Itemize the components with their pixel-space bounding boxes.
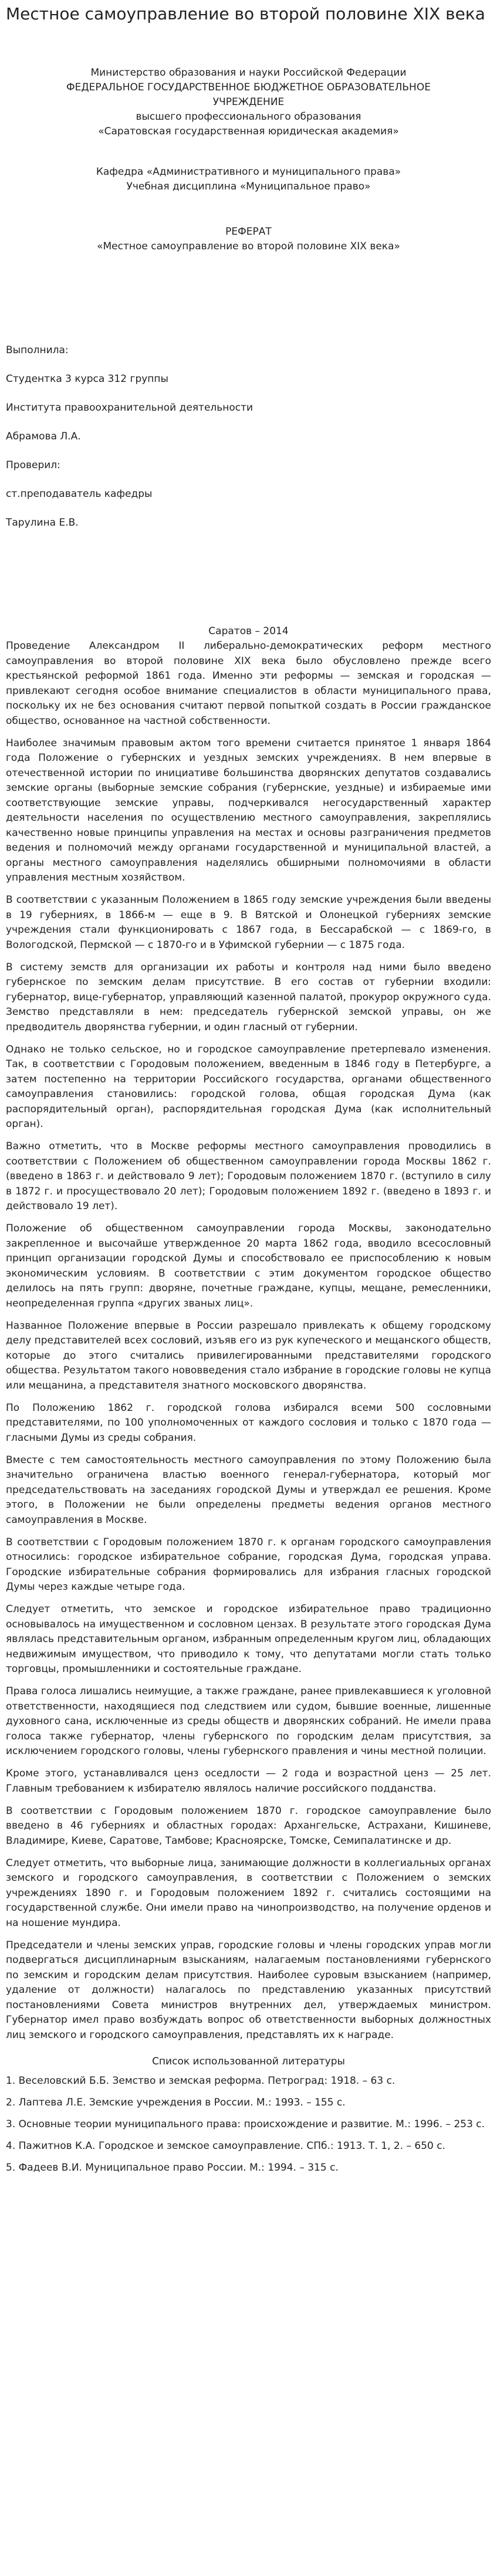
title-page-header <box>0 25 497 139</box>
paragraph: Права голоса лишались неимущие, а также граждане, ранее привлекавшиеся к уголовной ответственности, находящиеся под следствием или судом, бывшие военные, лишенные духовного сана, исключенные из среды обществ и дворянских собраний. Не имели права голоса также губернатор, члены губернского по городским делам присутствия, за исключением городского головы, члены губернского правления и чины местной полиции. <box>6 1685 491 1757</box>
education-line: высшего профессионального образования <box>136 111 361 123</box>
report-topic: «Местное самоуправление во второй половине XIX века» <box>97 241 400 252</box>
paragraph: Наиболее значимым правовым актом того времени считается принятое 1 января 1864 года Положение о губернских и уездных земских учреждениях. В нем впервые в отечественной истории по инициативе большинства дворянских депутатов создавались земские органы (выборные земские собрания (губернские, уездные) и избираемые ими соответствующие земские управы, подчеркивался негосударственный характер деятельности населения по осуществлению местного самоуправления, закреплялись качественно новые принципы управления на местах и основы разграничения предметов ведения и полномочий между органами государственной и муниципальной властей, а органы местного самоуправления наделялись обширными полномочиями в области управления местным хозяйством. <box>6 737 491 884</box>
institute-line: Института правоохранительной деятельности <box>6 402 253 414</box>
institution-line-2: УЧРЕЖДЕНИЕ <box>212 96 285 108</box>
literature-title: Список использованной литературы <box>152 2056 345 2067</box>
performer-label: Выполнила: <box>6 344 69 356</box>
discipline-line: Учебная дисциплина «Муниципальное право» <box>126 181 371 192</box>
department-block <box>0 165 497 194</box>
paragraph: Однако не только сельское, но и городское самоуправление претерпевало изменения. Так, в соответствии с Городовым положением, введенным в 1846 году в Петербурге, а затем постепенно на территории Российского государства, органами общественного самоуправления становились: городской голова, общая городская Дума (как распорядительный орган), распорядительная городская Дума (как исполнительный орган). <box>6 1043 491 1130</box>
literature-item: 3. Основные теории муниципального права: происхождение и развитие. М.: 1996. – 253 с. <box>6 2118 485 2130</box>
academy-line: «Саратовская государственная юридическая академия» <box>98 126 399 137</box>
paragraph: В систему земств для организации их работы и контроля над ними было введено губернское по земским делам присутствие. В его состав от губернии входили: губернатор, вице-губернатор, управляющий казенной палатой, прокурор окружного суда. Земство представляли в нем: председатель губернской земской управы, он же предводитель дворянства губернии, и один гласный от губернии. <box>6 961 491 1033</box>
checker-name: Тарулина Е.В. <box>6 517 79 529</box>
literature-item: 1. Веселовский Б.Б. Земство и земская реформа. Петроград: 1918. – 63 с. <box>6 2075 395 2087</box>
literature-list <box>0 2074 497 2175</box>
department-line: Кафедра «Административного и муниципального права» <box>96 166 401 178</box>
paragraph: Названное Положение впервые в России разрешало привлекать к общему городскому делу представителей всех сословий, изъяв его из рук купеческого и мещанского обществ, которые до этого считались привилегированными представителями городского общества. Результатом такого нововведения стало избрание в городские головы не купца или мещанина, а представителя знатного московского дворянства. <box>6 1319 491 1392</box>
paragraph: В соответствии с Городовым положением 1870 г. к органам городского самоуправления относились: городское избирательное собрание, городская Дума, городская управа. Городские избирательные собрания формировались для избрания гласных городской Думы через каждые четыре года. <box>6 1536 491 1593</box>
student-name: Абрамова Л.А. <box>6 431 81 442</box>
literature-item: 5. Фадеев В.И. Муниципальное право России. М.: 1994. – 315 с. <box>6 2162 339 2174</box>
report-label: РЕФЕРАТ <box>225 226 272 238</box>
paragraph: Следует отметить, что выборные лица, занимающие должности в коллегиальных органах земского и городского самоуправления, в соответствии с Положением о земских учреждениях 1890 г. и Городовым положением 1892 г. считались состоящими на государственной службе. Они имели право на чинопроизводство, на получение орденов и на ношение мундира. <box>6 1857 491 1929</box>
page-title: Местное самоуправление во второй половине XIX века <box>6 4 485 23</box>
performer-block <box>0 343 497 530</box>
paragraph: По Положению 1862 г. городской голова избирался всеми 500 сословными представителями, по 100 уполномоченных от каждого сословия и только с 1870 года — гласными Думы из среды собрания. <box>6 1402 491 1444</box>
city-year: Саратов – 2014 <box>208 625 289 637</box>
paragraph: Положение об общественном самоуправлении города Москвы, законодательно закрепленное и высочайше утвержденное 20 марта 1862 года, вводило всесословный принцип организации городской Думы и способствовало ее приспособлению к новым экономическим условиям. В соответствии с этим документом городское общество делилось на пять групп: дворяне, почетные граждане, купцы, мещане, ремесленники, неопределенная группа «других званых лиц». <box>6 1223 491 1309</box>
ministry-line: Министерство образования и науки Российской Федерации <box>90 67 407 79</box>
report-block <box>0 225 497 254</box>
checker-position: ст.преподаватель кафедры <box>6 488 153 500</box>
institution-line: ФЕДЕРАЛЬНОЕ ГОСУДАРСТВЕННОЕ БЮДЖЕТНОЕ ОБРАЗОВАТЕЛЬНОЕ <box>66 82 431 93</box>
paragraph: Кроме этого, устанавливался ценз оседлости — 2 года и возрастной ценз — 25 лет. Главным требованием к избирателю являлось наличие российского подданства. <box>6 1768 491 1795</box>
literature-item: 4. Пажитнов К.А. Городское и земское самоуправление. СПб.: 1913. Т. 1, 2. – 650 с. <box>6 2140 446 2152</box>
paragraph: Важно отметить, что в Москве реформы местного самоуправления проводились в соответствии с Положением об общественном самоуправлении города Москвы 1862 г. (введено в 1863 г. и действовало 9 лет); Городовым положением 1870 г. (вступило в силу в 1872 г. и просуществовало 20 лет); Городовым положением 1892 г. (введено в 1893 г. и действовало 19 лет). <box>6 1140 491 1212</box>
student-line: Студентка 3 курса 312 группы <box>6 373 168 385</box>
main-text <box>0 639 497 2043</box>
checked-label: Проверил: <box>6 459 60 471</box>
paragraph: Проведение Александром II либерально-демократических реформ местного самоуправления во второй половине XIX века было обусловлено прежде всего крестьянской реформой 1861 года. Именно эти реформы — земская и городская — привлекают сегодня особое внимание специалистов в области муниципального права, поскольку их не без основания считают первой попыткой создать в России гражданское общество, основанное на частной собственности. <box>6 640 491 727</box>
paragraph: Вместе с тем самостоятельность местного самоуправления по этому Положению была значительно ограничена властью военного генерал-губернатора, который мог председательствовать на заседаниях городской Думы и утверждал ее решения. Кроме этого, в Положении не были определены предметы ведения органов местного самоуправления в Москве. <box>6 1454 491 1526</box>
paragraph: Следует отметить, что земское и городское избирательное право традиционно основывалось на имущественном и сословном цензах. В результате этого городская Дума являлась представительным органом, избранным определенным кругом лиц, обладающих недвижимым имуществом, что приводило к тому, что депутатами могли стать только торговцы, промышленники и состоятельные граждане. <box>6 1603 491 1675</box>
literature-item: 2. Лаптева Л.Е. Земские учреждения в России. М.: 1993. – 155 с. <box>6 2097 346 2108</box>
paragraph: В соответствии с указанным Положением в 1865 году земские учреждения были введены в 19 губерниях, в 1866-м — еще в 9. В Вятской и Олонецкой губерниях земские учреждения стали функционировать с 1867 года, в Бессарабской — с 1869-го, в Вологодской, Пермской — с 1870-го и в Уфимской губернии — с 1875 года. <box>6 894 491 951</box>
paragraph: В соответствии с Городовым положением 1870 г. городское самоуправление было введено в 46 губерниях и областных городах: Архангельске, Астрахани, Кишиневе, Владимире, Киеве, Саратове, Тамбове; Красноярске, Томске, Семипалатинске и др. <box>6 1805 491 1847</box>
paragraph: Председатели и члены земских управ, городские головы и члены городских управ могли подвергаться дисциплинарным взысканиям, налагаемым постановлениями губернского по земским и городским делам присутствия. Наиболее суровым взысканием (например, удаление от должности) налагалось по представлению указанных присутствий постановлениями Совета министров внутренних дел, утверждаемых министром. Губернатор имел право возбуждать вопрос об ответственности выборных должностных лиц земского и городского самоуправления, представлять их к награде. <box>6 1939 491 2041</box>
